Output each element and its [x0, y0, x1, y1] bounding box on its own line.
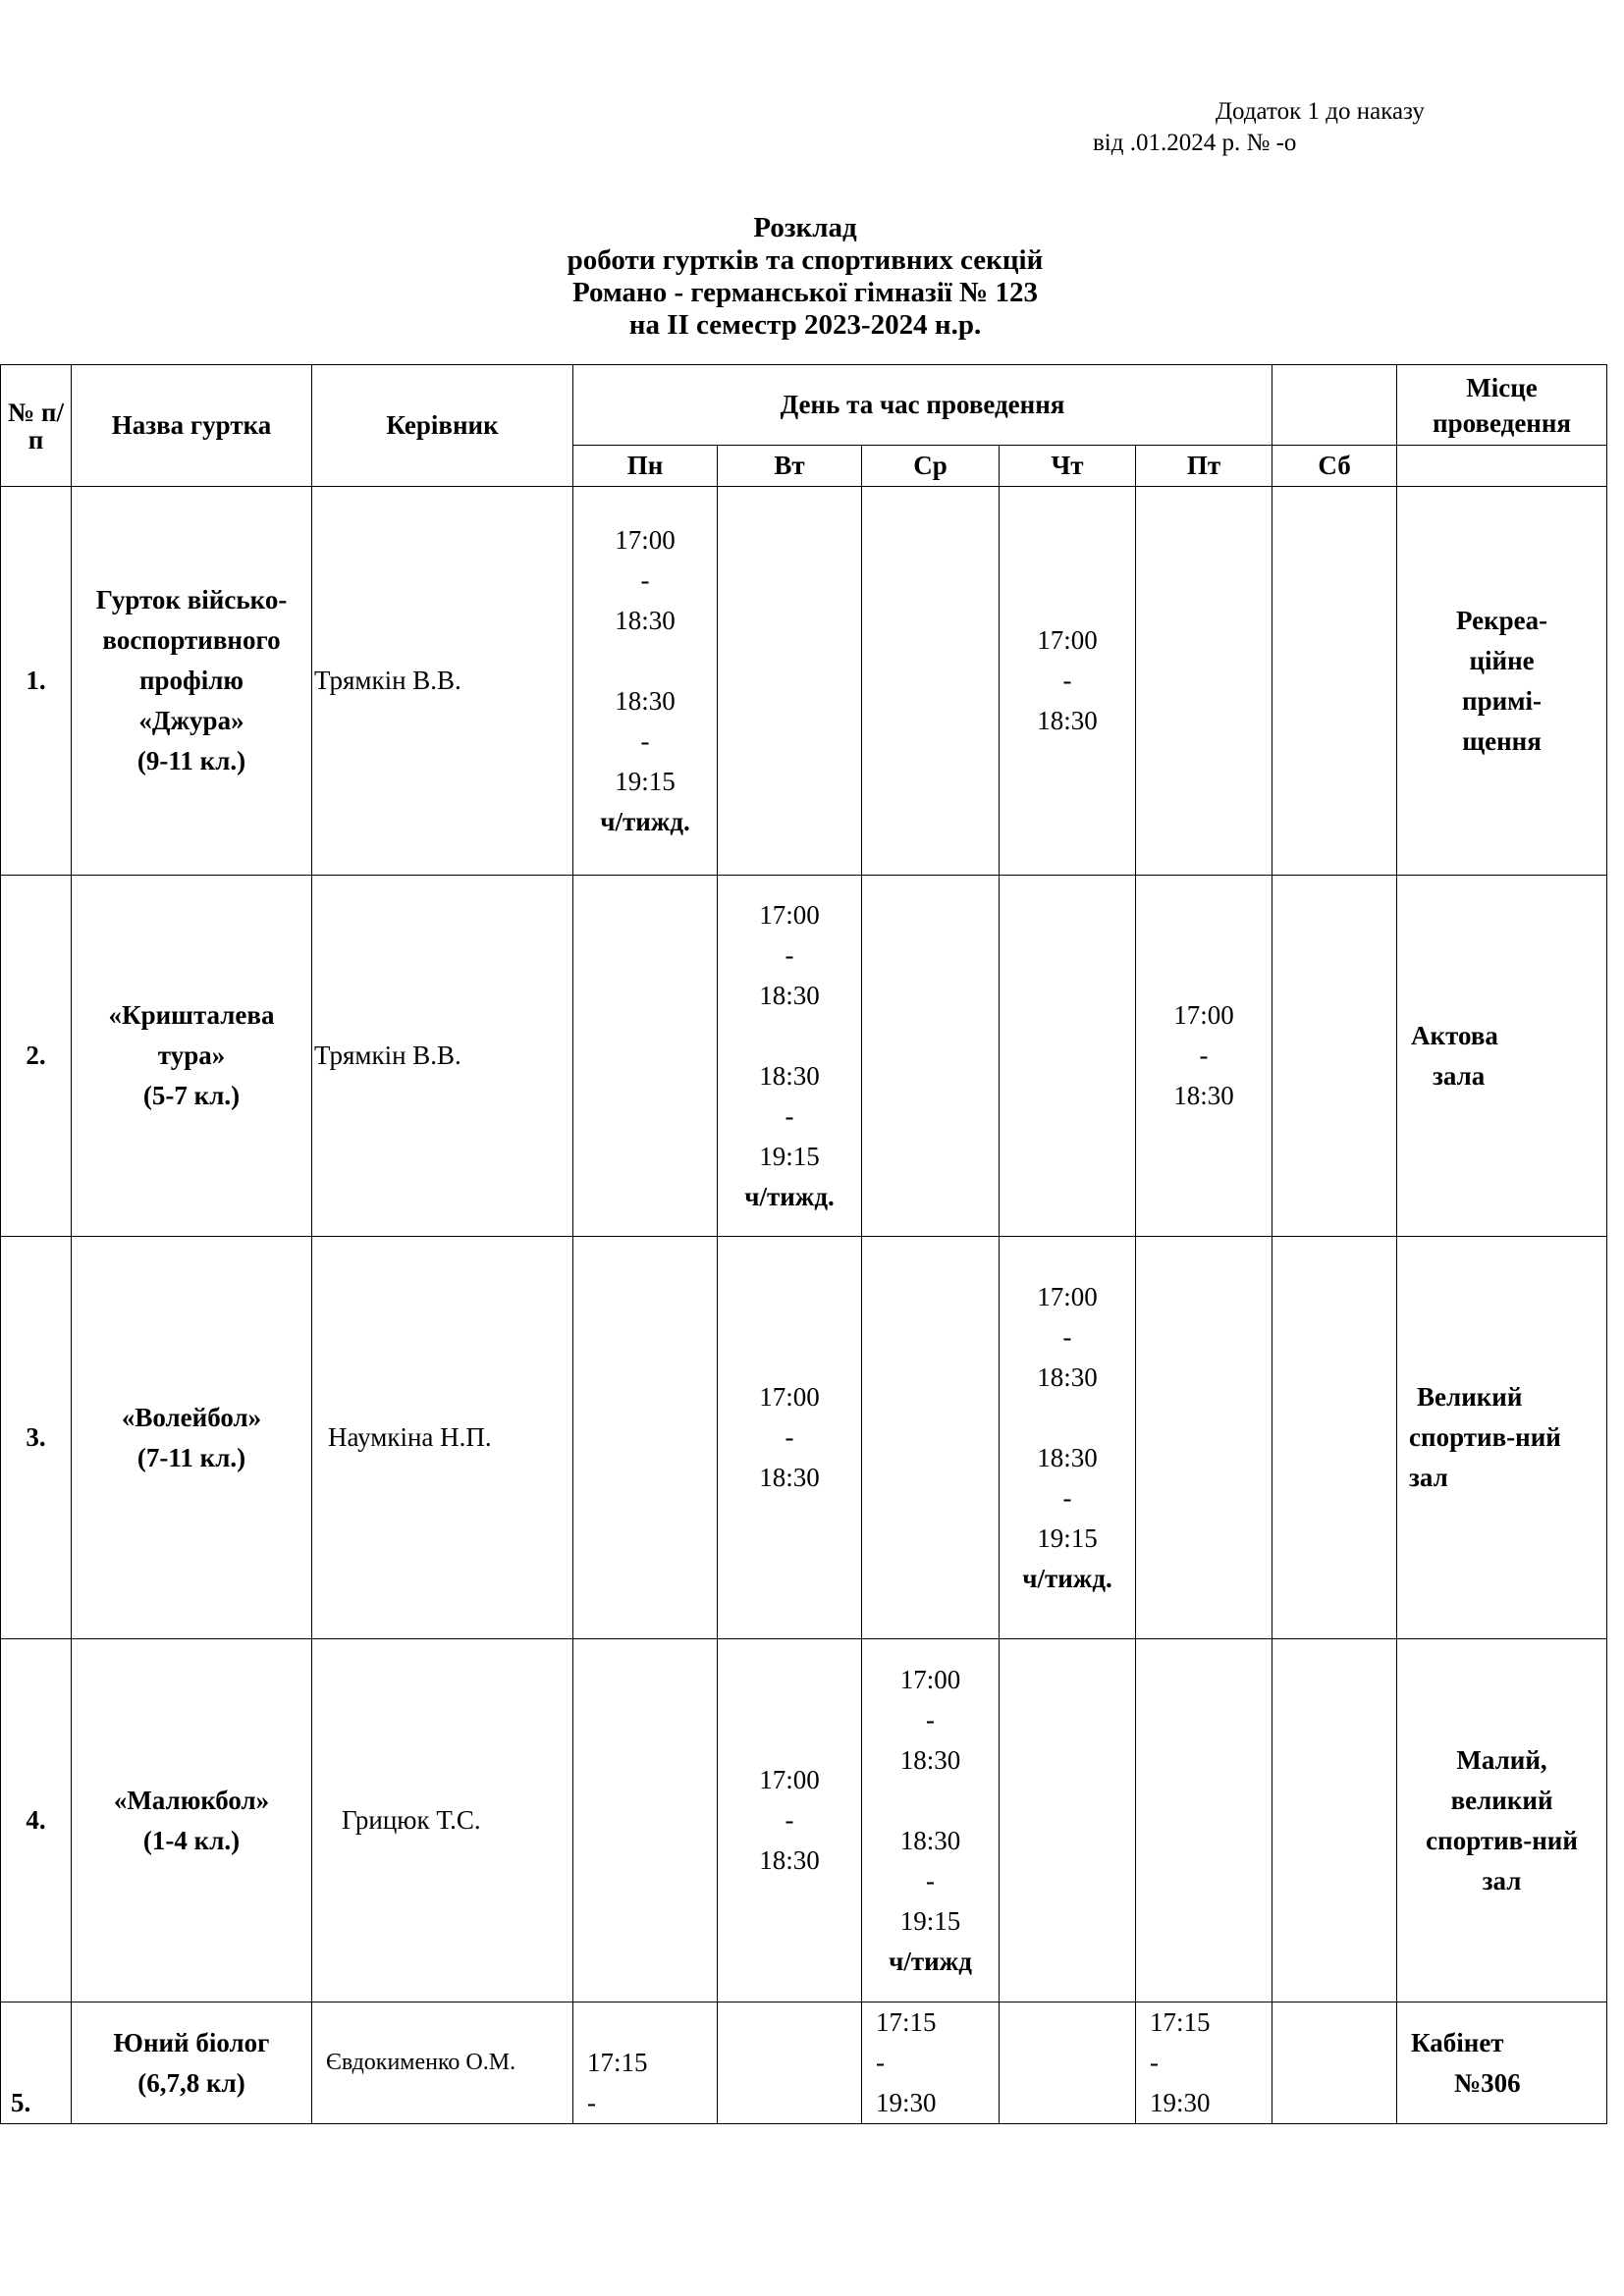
- time-line: -: [785, 1422, 794, 1452]
- document-title: [393, 212, 1218, 342]
- club-name-line: «Малюкбол»: [113, 1785, 270, 1815]
- row-number: 5.: [1, 2002, 72, 2124]
- time-line: 18:30: [899, 1825, 961, 1855]
- day-mon: Пн: [573, 446, 718, 487]
- time-line: ч/тижд.: [744, 1181, 835, 1211]
- header-name: Назва гуртка: [72, 365, 312, 487]
- club-name-line: «Кришталева: [108, 1000, 275, 1030]
- time-line: 19:15: [615, 766, 676, 796]
- title-line-4: на ІІ семестр 2023-2024 н.р.: [628, 309, 982, 341]
- schedule-cell-sat: [1272, 487, 1397, 876]
- time-line: 18:30: [1037, 706, 1098, 735]
- table-row: [1, 1237, 1607, 1639]
- row-number: 4.: [1, 1639, 72, 2002]
- schedule-cell-thu: [1000, 876, 1136, 1237]
- schedule-cell-tue: [718, 2002, 862, 2124]
- header-leader: Керівник: [312, 365, 573, 487]
- schedule-cell-wed: [862, 1639, 1000, 2002]
- time-line: -: [785, 939, 794, 970]
- time-line: 18:30: [759, 1060, 820, 1091]
- time-line: 17:00: [759, 1382, 820, 1412]
- table-row: [1, 487, 1607, 876]
- time-line: 17:00: [899, 1664, 961, 1694]
- club-name-line: воспортивного: [102, 625, 281, 655]
- schedule-cell-fri: [1136, 1639, 1272, 2002]
- time-line: [718, 1016, 861, 1056]
- club-name: [72, 1639, 312, 2002]
- day-tue: Вт: [718, 446, 862, 487]
- row-number: 2.: [1, 876, 72, 1237]
- schedule-cell-mon: [573, 487, 718, 876]
- club-name-line: «Джура»: [138, 706, 244, 735]
- title-line-3: Романо - германської гімназії № 123: [572, 277, 1038, 308]
- day-sat: Сб: [1272, 446, 1397, 487]
- club-place-line: Рекреа-: [1455, 605, 1548, 635]
- time-line: -: [785, 1100, 794, 1131]
- table-row: [1, 2002, 1607, 2124]
- club-leader: Грицюк Т.С.: [312, 1639, 573, 2002]
- time-line: -: [1062, 1321, 1072, 1352]
- schedule-cell-fri: [1136, 876, 1272, 1237]
- time-line: 19:30: [1150, 2088, 1211, 2117]
- club-name-line: «Волейбол»: [121, 1402, 262, 1432]
- header-empty: [1272, 365, 1397, 446]
- table-row: [1, 876, 1607, 1237]
- header-schedule: День та час проведення: [573, 365, 1272, 446]
- club-place-line: зал: [1482, 1865, 1522, 1896]
- club-name-line: Гурток військо-: [95, 585, 288, 614]
- time-line: 17:15: [1150, 2007, 1211, 2037]
- title-line-1: Розклад: [753, 212, 857, 243]
- schedule-cell-thu: [1000, 1639, 1136, 2002]
- day-fri: Пт: [1136, 446, 1272, 487]
- schedule-cell-wed: [862, 876, 1000, 1237]
- schedule-cell-tue: [718, 876, 862, 1237]
- time-line: 18:30: [759, 1463, 820, 1492]
- club-name-line: профілю: [138, 666, 244, 695]
- club-leader: Трямкін В.В.: [312, 487, 573, 876]
- time-line: -: [640, 725, 650, 756]
- time-line: -: [926, 1704, 935, 1735]
- club-place-line: спортив-ний: [1409, 1422, 1561, 1452]
- time-line: -: [1150, 2048, 1159, 2077]
- club-name: [72, 2002, 312, 2124]
- club-place: [1397, 487, 1607, 876]
- time-line: -: [926, 1865, 935, 1896]
- club-place-line: щення: [1462, 725, 1542, 756]
- club-name: [72, 1237, 312, 1639]
- club-name-line: (1-4 кл.): [142, 1825, 241, 1855]
- schedule-cell-sat: [1272, 1237, 1397, 1639]
- time-line: ч/тижд.: [600, 806, 690, 836]
- time-line: 17:00: [1173, 1000, 1234, 1030]
- schedule-cell-fri: [1136, 2002, 1272, 2124]
- time-line: [1000, 1398, 1135, 1438]
- time-line: ч/тижд.: [1022, 1563, 1112, 1593]
- time-line: 18:30: [899, 1744, 961, 1775]
- day-wed: Ср: [862, 446, 1000, 487]
- club-name-line: (6,7,8 кл): [137, 2067, 245, 2098]
- club-leader: Наумкіна Н.П.: [312, 1237, 573, 1639]
- club-leader: Євдокименко О.М.: [312, 2002, 573, 2124]
- club-place-line: спортив-ний: [1426, 1825, 1578, 1855]
- schedule-cell-mon: [573, 2002, 718, 2124]
- header-row: [1, 365, 1607, 446]
- time-line: -: [587, 2088, 596, 2117]
- order-appendix-label: Додаток 1 до наказу: [1216, 98, 1425, 125]
- table-row: [1, 1639, 1607, 2002]
- club-place-line: великий: [1450, 1785, 1553, 1815]
- time-line: 18:30: [615, 685, 676, 716]
- time-line: -: [785, 1805, 794, 1835]
- club-place: [1397, 2002, 1607, 2124]
- time-line: 18:30: [1037, 1362, 1098, 1392]
- time-line: 19:15: [899, 1905, 961, 1936]
- schedule-cell-thu: [1000, 2002, 1136, 2124]
- club-place-line: Великий: [1417, 1382, 1523, 1412]
- club-place-line: №306: [1454, 2067, 1521, 2098]
- time-line: 19:15: [1037, 1522, 1098, 1553]
- title-line-2: роботи гуртків та спортивних секцій: [567, 244, 1044, 276]
- schedule-cell-wed: [862, 1237, 1000, 1639]
- club-leader: Трямкін В.В.: [312, 876, 573, 1237]
- schedule-cell-wed: [862, 2002, 1000, 2124]
- time-line: 18:30: [759, 1845, 820, 1875]
- day-thu: Чт: [1000, 446, 1136, 487]
- time-line: [862, 1781, 999, 1821]
- time-line: -: [640, 564, 650, 595]
- club-name: [72, 876, 312, 1237]
- time-line: ч/тижд: [889, 1946, 972, 1976]
- days-place-empty: [1397, 446, 1607, 487]
- time-line: 18:30: [615, 605, 676, 635]
- schedule-cell-sat: [1272, 1639, 1397, 2002]
- club-name-line: (7-11 кл.): [136, 1442, 246, 1472]
- order-date-label: від .01.2024 р. № -о: [1093, 130, 1297, 156]
- time-line: 17:15: [876, 2007, 937, 2037]
- time-line: -: [876, 2048, 885, 2077]
- club-place-line: Актова: [1411, 1020, 1498, 1050]
- row-number: 1.: [1, 487, 72, 876]
- club-place-line: примі-: [1462, 685, 1543, 716]
- time-line: 17:00: [759, 899, 820, 930]
- header-num: № п/п: [1, 365, 72, 487]
- schedule-cell-fri: [1136, 1237, 1272, 1639]
- club-place-line: зал: [1409, 1463, 1448, 1492]
- club-place: [1397, 876, 1607, 1237]
- row-number: 3.: [1, 1237, 72, 1639]
- schedule-cell-tue: [718, 1639, 862, 2002]
- schedule-cell-thu: [1000, 1237, 1136, 1639]
- time-line: 17:15: [587, 2048, 648, 2077]
- schedule-cell-sat: [1272, 876, 1397, 1237]
- club-name-line: (9-11 кл.): [136, 746, 246, 775]
- club-name-line: тура»: [157, 1041, 226, 1070]
- time-line: 18:30: [759, 980, 820, 1010]
- time-line: -: [1062, 1482, 1072, 1513]
- schedule-cell-mon: [573, 1237, 718, 1639]
- club-place-line: Кабінет: [1411, 2027, 1504, 2057]
- club-place: [1397, 1639, 1607, 2002]
- club-name-line: Юний біолог: [113, 2027, 270, 2057]
- schedule-cell-tue: [718, 487, 862, 876]
- schedule-cell-tue: [718, 1237, 862, 1639]
- time-line: 19:15: [759, 1141, 820, 1171]
- schedule-table: [0, 364, 1607, 2124]
- schedule-cell-sat: [1272, 2002, 1397, 2124]
- club-place: [1397, 1237, 1607, 1639]
- time-line: 18:30: [1037, 1442, 1098, 1472]
- time-line: 17:00: [615, 524, 676, 555]
- time-line: -: [1062, 666, 1072, 695]
- club-name: [72, 487, 312, 876]
- schedule-cell-mon: [573, 1639, 718, 2002]
- club-place-line: зала: [1433, 1060, 1486, 1091]
- schedule-cell-thu: [1000, 487, 1136, 876]
- time-line: 18:30: [1173, 1081, 1234, 1110]
- club-place-line: ційне: [1469, 645, 1535, 675]
- time-line: 19:30: [876, 2088, 937, 2117]
- time-line: 17:00: [1037, 1281, 1098, 1311]
- time-line: [573, 641, 717, 681]
- schedule-cell-fri: [1136, 487, 1272, 876]
- schedule-cell-wed: [862, 487, 1000, 876]
- club-place-line: Малий,: [1456, 1744, 1547, 1775]
- time-line: -: [1199, 1041, 1209, 1070]
- club-name-line: (5-7 кл.): [142, 1081, 241, 1110]
- schedule-cell-mon: [573, 876, 718, 1237]
- time-line: 17:00: [759, 1765, 820, 1794]
- header-place: Місце проведення: [1397, 365, 1607, 446]
- time-line: 17:00: [1037, 625, 1098, 655]
